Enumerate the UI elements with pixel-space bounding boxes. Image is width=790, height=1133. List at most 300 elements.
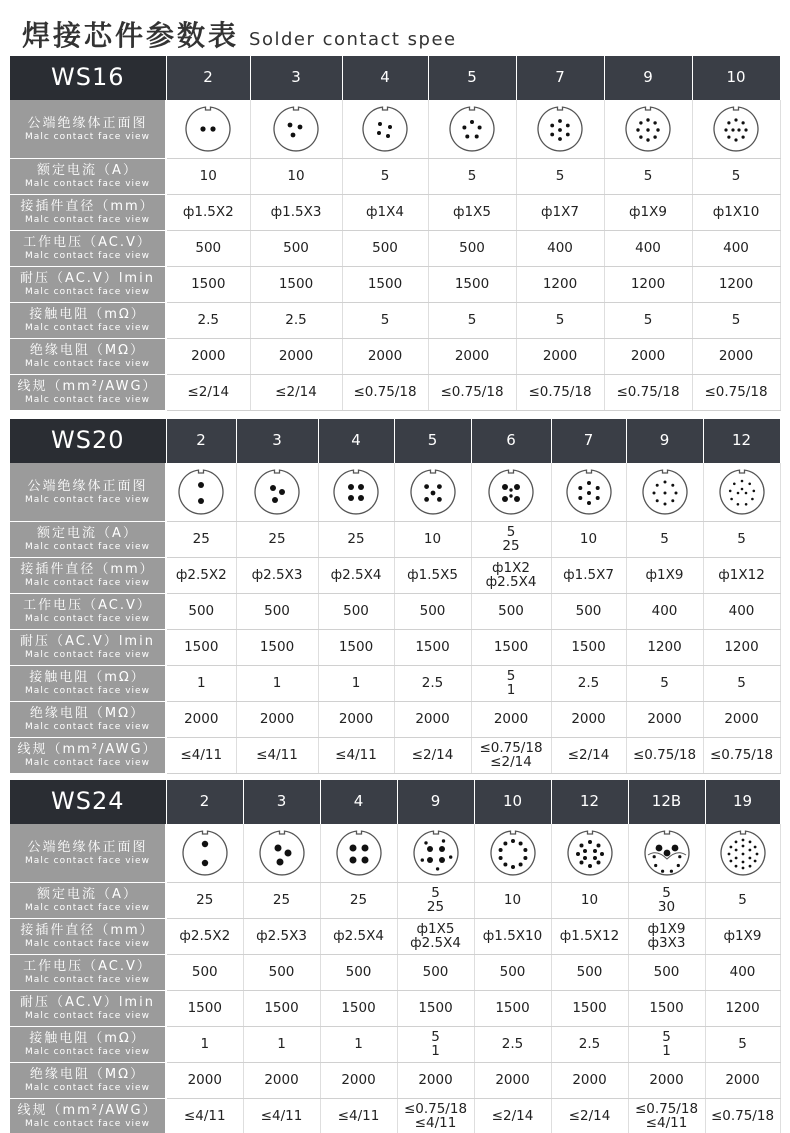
pin-icon bbox=[671, 483, 674, 486]
cell-value: 2.5 bbox=[501, 1036, 524, 1052]
row-label-diameter bbox=[10, 918, 166, 954]
cell-value: 25 bbox=[196, 892, 214, 908]
connector-face-icon bbox=[184, 105, 232, 153]
value-cell-withstand bbox=[166, 266, 250, 302]
cell-value: 25 bbox=[272, 892, 291, 908]
cell-value: 2000 bbox=[493, 711, 529, 727]
value-cell-voltage bbox=[692, 230, 780, 266]
face-view-cell bbox=[166, 824, 243, 882]
value-cell-insulation bbox=[474, 1062, 551, 1098]
connector-face-icon bbox=[487, 468, 535, 516]
value-cell-insulation bbox=[342, 338, 428, 374]
face-view-cell bbox=[474, 824, 551, 882]
cell-value: ф2.5X4 bbox=[333, 928, 384, 944]
cell-value: 1500 bbox=[415, 639, 450, 655]
value-cell-voltage bbox=[250, 230, 342, 266]
pin-icon bbox=[663, 491, 666, 494]
pin-icon bbox=[291, 132, 296, 137]
pin-icon bbox=[596, 843, 600, 847]
cell-value: 2000 bbox=[259, 711, 295, 727]
face-view-cell bbox=[692, 100, 780, 158]
cell-value: 1500 bbox=[495, 1000, 530, 1016]
cell-value: 2.5 bbox=[285, 312, 307, 328]
pin-icon bbox=[274, 844, 281, 851]
pin-icon bbox=[349, 856, 356, 863]
row-label-en: Malc contact face view bbox=[25, 1083, 150, 1093]
pin-icon bbox=[270, 485, 276, 491]
row-label-en: Malc contact face view bbox=[25, 578, 150, 588]
value-cell-wire bbox=[166, 374, 250, 410]
value-cell-withstand bbox=[516, 266, 604, 302]
value-cell-diameter bbox=[236, 557, 318, 593]
cell-value: ф1X9 bbox=[723, 928, 762, 944]
pin-icon bbox=[511, 839, 515, 843]
value-cell-voltage bbox=[471, 593, 551, 629]
cell-value: 5 bbox=[662, 885, 671, 901]
cell-value: 2.5 bbox=[577, 675, 600, 691]
pin-icon bbox=[349, 844, 356, 851]
pin-count-header: 10 bbox=[692, 56, 780, 100]
value-cell-withstand bbox=[166, 629, 236, 665]
value-cell-current bbox=[166, 882, 243, 918]
value-cell-wire bbox=[551, 737, 626, 773]
cell-value: 5 bbox=[380, 168, 390, 184]
cell-value: 2000 bbox=[649, 1072, 684, 1088]
cell-value: 400 bbox=[547, 240, 573, 256]
pin-icon bbox=[663, 480, 666, 483]
pin-icon bbox=[676, 864, 679, 867]
row-label-resistance bbox=[10, 665, 166, 701]
pin-icon bbox=[427, 857, 433, 863]
cell-value: ф2.5X4 bbox=[410, 935, 461, 951]
face-view-cell bbox=[236, 463, 318, 521]
face-view-cell bbox=[342, 100, 428, 158]
face-view-cell bbox=[516, 100, 604, 158]
cell-value: ≤4/11 bbox=[183, 1108, 226, 1124]
pin-icon bbox=[596, 860, 600, 864]
face-view-cell bbox=[166, 463, 236, 521]
pin-icon bbox=[358, 495, 364, 501]
pin-icon bbox=[579, 843, 583, 847]
value-cell-wire bbox=[474, 1098, 551, 1133]
pin-count-header: 2 bbox=[166, 419, 236, 463]
row-label-cn: 线规（mm²/AWG） bbox=[17, 1103, 158, 1118]
pin-icon bbox=[498, 848, 502, 852]
cell-value: ф1.5X3 bbox=[270, 204, 322, 220]
pin-icon bbox=[198, 482, 204, 488]
cell-value: 1 bbox=[277, 1036, 286, 1052]
cell-value: 5 bbox=[431, 1029, 440, 1045]
pin-icon bbox=[730, 497, 733, 500]
row-label-cn: 耐压（AC.V）lmin bbox=[20, 271, 155, 286]
value-cell-resistance bbox=[705, 1026, 780, 1062]
pin-icon bbox=[579, 860, 583, 864]
value-cell-voltage bbox=[551, 593, 626, 629]
cell-value: 500 bbox=[576, 964, 603, 980]
connector-face-icon bbox=[718, 468, 766, 516]
value-cell-insulation bbox=[394, 701, 471, 737]
cell-value: 5 bbox=[737, 675, 746, 691]
face-view-cell bbox=[471, 463, 551, 521]
row-label-wire bbox=[10, 374, 166, 410]
cell-value: 10 bbox=[423, 531, 442, 547]
value-cell-current bbox=[342, 158, 428, 194]
spec-table-ws16 bbox=[10, 56, 781, 411]
cell-value: 2000 bbox=[418, 1072, 453, 1088]
value-cell-wire bbox=[342, 374, 428, 410]
cell-value: 500 bbox=[459, 240, 485, 256]
table-row bbox=[10, 266, 780, 302]
cell-value: 500 bbox=[283, 240, 309, 256]
pin-icon bbox=[727, 135, 730, 138]
pin-icon bbox=[755, 852, 758, 855]
row-label-en: Malc contact face view bbox=[25, 287, 150, 297]
row-label-insulation bbox=[10, 701, 166, 737]
pin-icon bbox=[740, 487, 743, 490]
face-view-cell bbox=[166, 100, 250, 158]
pin-icon bbox=[671, 499, 674, 502]
row-label-withstand bbox=[10, 629, 166, 665]
cell-value: ф1.5X7 bbox=[563, 567, 614, 583]
pin-icon bbox=[663, 849, 670, 856]
face-view-cell bbox=[320, 824, 397, 882]
cell-value: 25 bbox=[426, 899, 445, 915]
pin-icon bbox=[748, 856, 751, 859]
table-row bbox=[10, 1062, 780, 1098]
cell-value: 2000 bbox=[278, 348, 314, 364]
pin-icon bbox=[276, 858, 283, 865]
table-row bbox=[10, 954, 780, 990]
value-cell-voltage bbox=[166, 593, 236, 629]
value-cell-diameter bbox=[703, 557, 780, 593]
cell-value: 5 bbox=[467, 312, 477, 328]
value-cell-current bbox=[320, 882, 397, 918]
cell-value: 25 bbox=[268, 531, 286, 547]
value-cell-wire bbox=[551, 1098, 628, 1133]
connector-face-icon bbox=[258, 829, 306, 877]
value-cell-diameter bbox=[471, 557, 551, 593]
value-cell-resistance bbox=[516, 302, 604, 338]
cell-value: 5 bbox=[380, 312, 390, 328]
series-name: WS20 bbox=[10, 419, 166, 463]
pin-icon bbox=[646, 128, 649, 131]
cell-value: 5 bbox=[506, 524, 516, 540]
table-row bbox=[10, 882, 780, 918]
row-label-withstand bbox=[10, 266, 166, 302]
cell-value: 2.5 bbox=[197, 312, 219, 328]
pin-icon bbox=[595, 496, 599, 500]
row-label-voltage bbox=[10, 593, 166, 629]
cell-value: 1 bbox=[354, 1036, 363, 1052]
pin-icon bbox=[727, 121, 730, 124]
row-label-withstand bbox=[10, 990, 166, 1026]
table-row bbox=[10, 338, 780, 374]
row-label-cn: 绝缘电阻（MΩ） bbox=[29, 1067, 146, 1082]
pin-icon bbox=[202, 841, 208, 847]
pin-icon bbox=[358, 484, 364, 490]
cell-value: 1 bbox=[196, 675, 206, 691]
pin-icon bbox=[741, 844, 744, 847]
cell-value: 500 bbox=[264, 603, 290, 619]
value-cell-insulation bbox=[551, 701, 626, 737]
pin-icon bbox=[288, 122, 293, 127]
pin-icon bbox=[550, 132, 554, 136]
cell-value: 1500 bbox=[571, 639, 606, 655]
cell-value: 1 bbox=[431, 1043, 440, 1059]
pin-icon bbox=[511, 865, 515, 869]
pin-icon bbox=[646, 118, 649, 121]
value-cell-diameter bbox=[243, 918, 320, 954]
row-label-current bbox=[10, 158, 166, 194]
value-cell-diameter bbox=[250, 194, 342, 230]
cell-value: 5 bbox=[506, 668, 516, 684]
connector-face-icon bbox=[712, 105, 760, 153]
value-cell-withstand bbox=[705, 990, 780, 1026]
pin-icon bbox=[558, 128, 562, 132]
value-cell-voltage bbox=[236, 593, 318, 629]
value-cell-current bbox=[471, 521, 551, 557]
row-label-en: Malc contact face view bbox=[25, 494, 150, 505]
value-cell-voltage bbox=[243, 954, 320, 990]
row-label-en: Malc contact face view bbox=[25, 251, 150, 261]
value-cell-resistance bbox=[318, 665, 394, 701]
pin-count-header: 4 bbox=[320, 780, 397, 824]
value-cell-insulation bbox=[250, 338, 342, 374]
pin-count-header: 3 bbox=[243, 780, 320, 824]
value-cell-insulation bbox=[166, 701, 236, 737]
value-cell-diameter bbox=[166, 557, 236, 593]
pin-icon bbox=[744, 491, 747, 494]
cell-value: ≤4/11 bbox=[414, 1115, 457, 1131]
cell-value: 2000 bbox=[415, 711, 450, 727]
cell-value: 10 bbox=[503, 892, 522, 908]
cell-value: 5 bbox=[643, 168, 653, 184]
connector-face-icon bbox=[253, 468, 301, 516]
pin-icon bbox=[736, 491, 739, 494]
value-cell-withstand bbox=[551, 629, 626, 665]
face-view-cell bbox=[703, 463, 780, 521]
cell-value: ф1X9 bbox=[647, 921, 686, 937]
row-label-cn: 额定电流（A） bbox=[37, 526, 138, 541]
pin-icon bbox=[378, 122, 382, 126]
cell-value: 500 bbox=[195, 240, 222, 256]
cell-value: ≤4/11 bbox=[337, 1108, 380, 1124]
pin-icon bbox=[733, 482, 736, 485]
value-cell-withstand bbox=[474, 990, 551, 1026]
value-cell-diameter bbox=[166, 918, 243, 954]
pin-icon bbox=[424, 497, 429, 502]
value-cell-withstand bbox=[394, 629, 471, 665]
cell-value: 5 bbox=[467, 168, 477, 184]
pin-icon bbox=[558, 119, 562, 123]
cell-value: 500 bbox=[498, 603, 524, 619]
pin-icon bbox=[740, 479, 743, 482]
row-label-cn: 耐压（AC.V）lmin bbox=[20, 995, 155, 1010]
cell-value: 25 bbox=[192, 531, 210, 547]
cell-value: 500 bbox=[419, 603, 446, 619]
cell-value: 5 bbox=[431, 885, 440, 901]
cell-value: 2000 bbox=[187, 1072, 222, 1088]
connector-face-icon bbox=[448, 105, 496, 153]
cell-value: 500 bbox=[188, 603, 215, 619]
cell-value: 5 bbox=[660, 531, 669, 547]
row-label-voltage bbox=[10, 230, 166, 266]
cell-value: 1200 bbox=[542, 276, 578, 292]
pin-icon bbox=[523, 848, 527, 852]
pin-icon bbox=[734, 138, 737, 141]
row-label-cn: 公端绝缘体正面图 bbox=[27, 478, 148, 494]
cell-value: 400 bbox=[635, 240, 661, 256]
pin-count-header: 3 bbox=[250, 56, 342, 100]
value-cell-voltage bbox=[703, 593, 780, 629]
face-view-cell bbox=[551, 463, 626, 521]
pin-icon bbox=[348, 495, 354, 501]
cell-value: 1500 bbox=[191, 276, 226, 292]
cell-value: 25 bbox=[347, 531, 365, 547]
cell-value: ф2.5X3 bbox=[251, 567, 303, 583]
value-cell-current bbox=[551, 882, 628, 918]
row-label-cn: 公端绝缘体正面图 bbox=[27, 839, 148, 855]
row-label-en: Malc contact face view bbox=[25, 395, 150, 405]
cell-value: 400 bbox=[729, 964, 756, 980]
value-cell-insulation bbox=[692, 338, 780, 374]
value-cell-wire bbox=[236, 737, 318, 773]
row-label-cn: 工作电压（AC.V） bbox=[23, 235, 152, 250]
value-cell-withstand bbox=[318, 629, 394, 665]
cell-value: 1 bbox=[200, 1036, 210, 1052]
row-label-en: Malc contact face view bbox=[25, 1047, 150, 1057]
value-cell-resistance bbox=[236, 665, 318, 701]
cell-value: 10 bbox=[580, 892, 599, 908]
pin-icon bbox=[518, 841, 522, 845]
pin-icon bbox=[731, 128, 734, 131]
cell-value: 1500 bbox=[259, 639, 295, 655]
value-cell-diameter bbox=[626, 557, 703, 593]
value-cell-insulation bbox=[628, 1062, 705, 1098]
pin-icon bbox=[503, 862, 507, 866]
pin-icon bbox=[437, 484, 442, 489]
row-label-en: Malc contact face view bbox=[25, 650, 150, 660]
row-label-wire bbox=[10, 1098, 166, 1133]
pin-icon bbox=[671, 844, 678, 851]
value-cell-insulation bbox=[320, 1062, 397, 1098]
row-label-resistance bbox=[10, 302, 166, 338]
cell-value: 1 bbox=[506, 682, 516, 698]
cell-value: 2000 bbox=[454, 348, 490, 364]
cell-value: 500 bbox=[345, 964, 372, 980]
row-label-en: Malc contact face view bbox=[25, 323, 150, 333]
value-cell-withstand bbox=[692, 266, 780, 302]
value-cell-diameter bbox=[628, 918, 705, 954]
pin-icon bbox=[211, 126, 216, 131]
table-row bbox=[10, 194, 780, 230]
value-cell-wire bbox=[318, 737, 394, 773]
cell-value: 1200 bbox=[718, 276, 754, 292]
spec-table-ws20 bbox=[10, 419, 781, 774]
value-cell-insulation bbox=[516, 338, 604, 374]
pin-icon bbox=[514, 484, 520, 490]
connector-face-icon bbox=[566, 829, 614, 877]
connector-face-icon bbox=[181, 829, 229, 877]
row-label-en: Malc contact face view bbox=[25, 614, 150, 624]
value-cell-voltage bbox=[516, 230, 604, 266]
row-label-cn: 耐压（AC.V）lmin bbox=[20, 634, 155, 649]
face-view-cell bbox=[705, 824, 780, 882]
row-label-cn: 接触电阻（mΩ） bbox=[29, 307, 146, 322]
pin-icon bbox=[655, 844, 662, 851]
connector-face-icon bbox=[335, 829, 383, 877]
pin-icon bbox=[578, 496, 582, 500]
row-label-en: Malc contact face view bbox=[25, 903, 150, 913]
cell-value: ф2.5X4 bbox=[330, 567, 382, 583]
pin-icon bbox=[576, 852, 580, 856]
value-cell-wire bbox=[428, 374, 516, 410]
cell-value: 1500 bbox=[367, 276, 403, 292]
pin-icon bbox=[678, 855, 681, 858]
row-label-en: Malc contact face view bbox=[25, 855, 150, 866]
pin-icon bbox=[653, 121, 656, 124]
cell-value: ф1X4 bbox=[366, 204, 404, 220]
pin-icon bbox=[661, 869, 664, 872]
cell-value: ф1X2 bbox=[492, 560, 530, 576]
value-cell-resistance bbox=[320, 1026, 397, 1062]
cell-value: 5 bbox=[731, 168, 741, 184]
cell-value: ф2.5X4 bbox=[485, 574, 537, 590]
pin-icon bbox=[753, 859, 756, 862]
pin-icon bbox=[462, 125, 466, 129]
pin-icon bbox=[566, 123, 570, 127]
row-label-en: Malc contact face view bbox=[25, 542, 150, 552]
pin-icon bbox=[656, 128, 659, 131]
pin-icon bbox=[734, 864, 737, 867]
cell-value: 1 bbox=[351, 675, 361, 691]
cell-value: ≤0.75/18 bbox=[616, 384, 680, 400]
value-cell-resistance bbox=[166, 1026, 243, 1062]
row-label-current bbox=[10, 521, 166, 557]
pin-icon bbox=[639, 135, 642, 138]
value-cell-wire bbox=[243, 1098, 320, 1133]
pin-icon bbox=[566, 132, 570, 136]
cell-value: ф3X3 bbox=[647, 935, 686, 951]
cell-value: 2.5 bbox=[421, 675, 444, 691]
pin-icon bbox=[727, 852, 730, 855]
connector-face-icon bbox=[332, 468, 380, 516]
cell-value: 10 bbox=[579, 531, 598, 547]
row-label-cn: 线规（mm²/AWG） bbox=[17, 379, 158, 394]
cell-value: 5 bbox=[555, 312, 565, 328]
pin-icon bbox=[465, 134, 469, 138]
row-label-face bbox=[10, 463, 166, 521]
pin-icon bbox=[646, 138, 649, 141]
cell-value: ф2.5X2 bbox=[175, 567, 227, 583]
value-cell-withstand bbox=[604, 266, 692, 302]
table-row bbox=[10, 629, 780, 665]
page-title: 焊接芯件参数表 bbox=[22, 19, 240, 52]
pin-count-header: 12 bbox=[703, 419, 780, 463]
cell-value: 2000 bbox=[264, 1072, 299, 1088]
connector-face-icon bbox=[177, 468, 225, 516]
cell-value: ф1X5 bbox=[416, 921, 455, 937]
cell-value: ф1.5X12 bbox=[559, 928, 620, 944]
pin-icon bbox=[386, 134, 390, 138]
cell-value: ≤2/14 bbox=[490, 754, 532, 770]
value-cell-voltage bbox=[428, 230, 516, 266]
face-view-cell bbox=[397, 824, 474, 882]
pin-icon bbox=[587, 501, 591, 505]
table-row bbox=[10, 230, 780, 266]
cell-value: 5 bbox=[738, 1036, 747, 1052]
pin-icon bbox=[674, 491, 677, 494]
